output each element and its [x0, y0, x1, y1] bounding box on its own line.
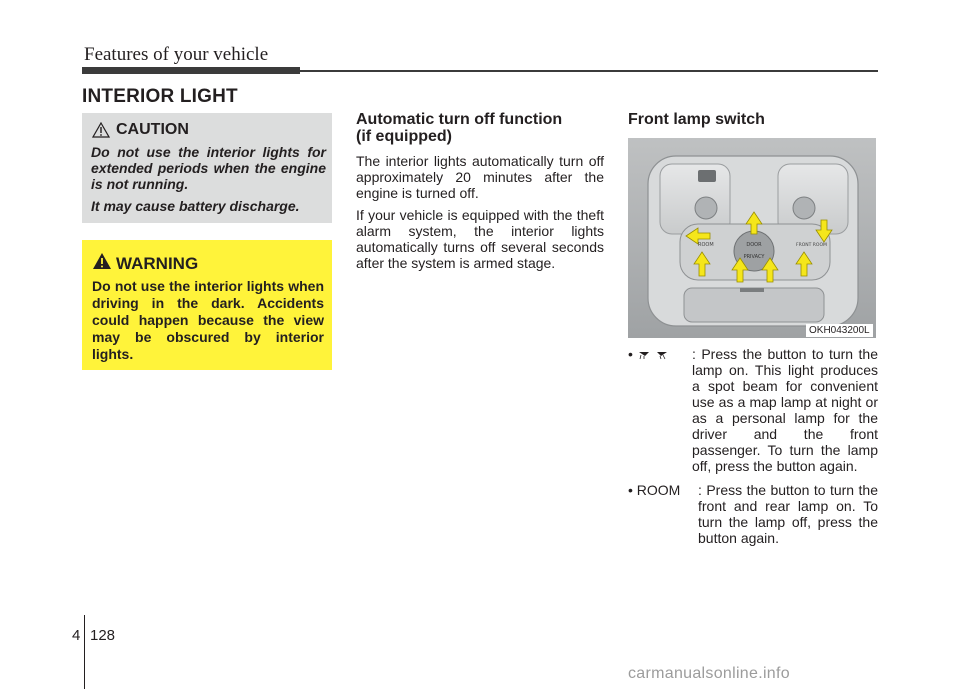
auto-off-heading [356, 111, 562, 145]
header-rule-thick [82, 67, 300, 74]
privacy-label: PRIVACY [743, 254, 765, 260]
room-label: ROOM [698, 242, 714, 248]
auto-off-heading-line1: Automatic turn off function [356, 111, 563, 128]
caution-text [91, 144, 326, 220]
image-caption: OKH043200L [806, 324, 873, 337]
caution-box [82, 113, 332, 223]
warning-text: Do not use the interior lights when driving in the dark. Accidents could happen because the view may be obscured by interior lights. [92, 278, 324, 362]
front-lamp-switch-photo [628, 138, 876, 338]
auto-off-paragraph-1: The interior lights automatically turn off approximately 20 minutes after the engine is turned off. [356, 153, 604, 201]
warning-box [82, 240, 332, 370]
map-lamp-icon [637, 350, 671, 360]
caution-icon [92, 122, 110, 138]
map-lamp-key [628, 346, 671, 362]
list-item [628, 346, 878, 474]
list-item [628, 482, 878, 546]
bullet: • [628, 346, 633, 362]
header-rule-thin [300, 70, 878, 72]
caution-paragraph-1: Do not use the interior lights for extended periods when the engine is not running. [91, 144, 326, 192]
page-number: 128 [90, 627, 116, 644]
auto-off-body [356, 153, 604, 277]
caution-paragraph-2: It may cause battery discharge. [91, 198, 300, 214]
front-lamp-bullet-list [628, 346, 878, 554]
front-room-label: FRONT ROOM [796, 243, 827, 248]
front-lamp-heading: Front lamp switch [628, 111, 765, 128]
caution-title: CAUTION [116, 121, 189, 138]
auto-off-paragraph-2: If your vehicle is equipped with the theft alarm system, the interior lights automatically turns off several seconds after the system is armed stage. [356, 207, 604, 271]
section-title: INTERIOR LIGHT [82, 86, 238, 107]
room-lamp-key: • ROOM [628, 482, 681, 498]
door-label: DOOR [746, 242, 762, 248]
auto-off-heading-line2: (if equipped) [356, 128, 452, 145]
map-lamp-description: : Press the button to turn the lamp on. This light produces a spot beam for convenient use as a map lamp at night or as a personal lamp for the driver and the front passenger. To turn the lamp off, press the button again. [692, 346, 878, 474]
warning-icon [92, 252, 112, 270]
chapter-number: 4 [72, 627, 81, 644]
watermark: carmanualsonline.info [628, 665, 790, 682]
footer-rule [84, 615, 85, 689]
running-header: Features of your vehicle [84, 44, 269, 65]
warning-title: WARNING [116, 254, 199, 273]
room-lamp-description: : Press the button to turn the front and rear lamp on. To turn the lamp off, press the button again. [698, 482, 878, 546]
